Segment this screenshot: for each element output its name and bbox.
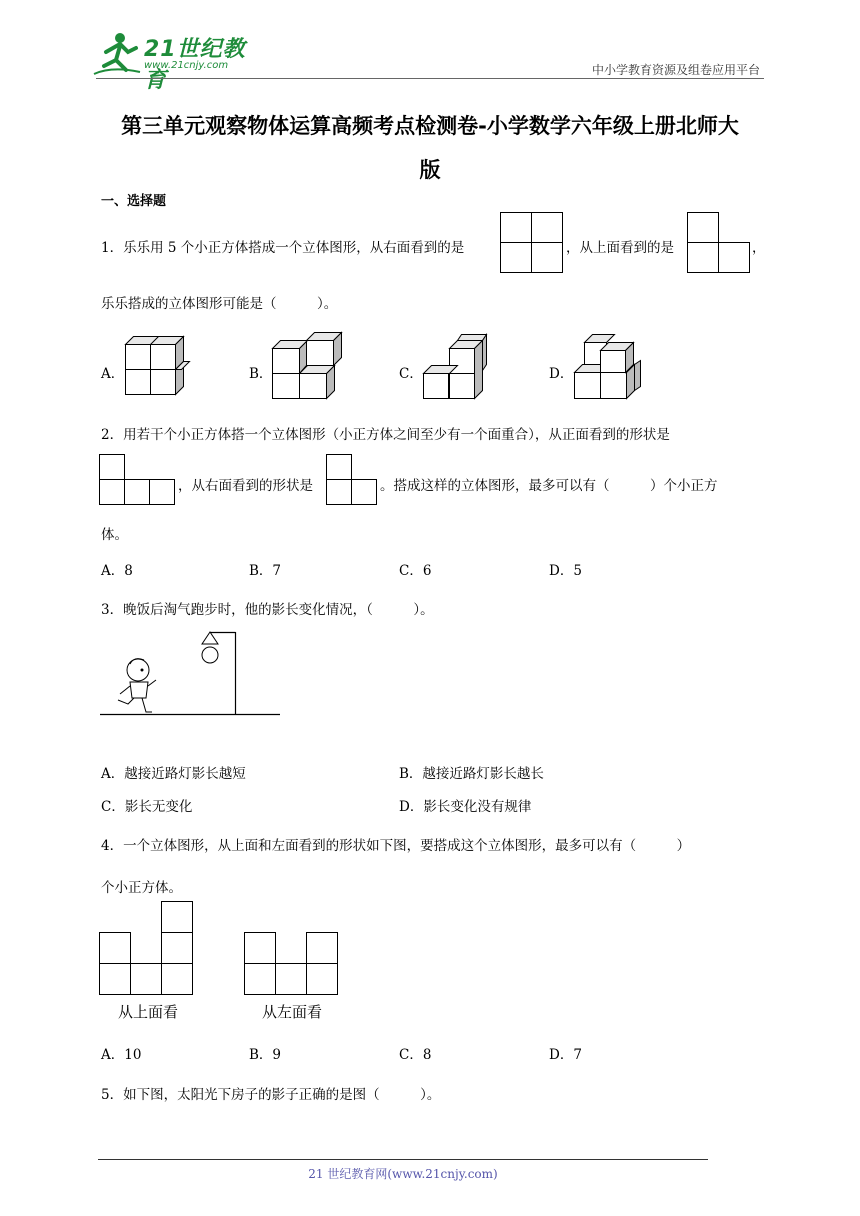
q4-left-view-figure [244, 932, 340, 997]
q1-option-c-figure [423, 334, 493, 400]
logo-url: www.21cnjy.com [144, 60, 229, 71]
title-line-2: 版 [419, 158, 441, 182]
q4-option-a: A．10 [101, 1047, 142, 1063]
q1-option-b-figure [272, 332, 342, 400]
footer-text: 21 世纪教育网(www.21cnjy.com) [308, 1167, 498, 1181]
q1-option-a-figure [125, 336, 195, 400]
q2-option-c: C．6 [399, 563, 432, 579]
q2-text-line3: 体。 [101, 527, 128, 543]
q4-label-left-view: 从左面看 [262, 1003, 323, 1021]
q4-text-line2: 个小正方体。 [101, 880, 182, 896]
q4-text-line1: 4．一个立体图形，从上面和左面看到的形状如下图，要搭成这个立体图形，最多可以有（ ） [101, 838, 691, 854]
q1-option-a: A． [101, 366, 125, 382]
q3-option-b: B．越接近路灯影长越长 [399, 766, 544, 782]
q4-option-c: C．8 [399, 1047, 432, 1063]
q1-right-view-figure [500, 212, 564, 274]
q3-option-d: D．影长变化没有规律 [399, 799, 532, 815]
q2-front-view-figure [99, 454, 177, 506]
q2-text-line1: 2．用若干个小正方体搭一个立体图形（小正方体之间至少有一个面重合），从正面看到的形状是 [101, 427, 670, 443]
q1-text-2: ，从上面看到的是 [566, 240, 674, 256]
q4-label-top-view: 从上面看 [118, 1003, 179, 1021]
q2-option-d: D．5 [549, 563, 582, 579]
page-title [100, 104, 760, 192]
q1-top-view-figure [687, 212, 751, 274]
runner-logo-icon [92, 30, 142, 78]
header-divider [96, 78, 764, 79]
q4-option-b: B．9 [249, 1047, 282, 1063]
q1-option-d: D． [549, 366, 574, 382]
q4-option-d: D．7 [549, 1047, 582, 1063]
q2-right-view-figure [326, 454, 380, 506]
footer-divider [98, 1159, 708, 1160]
q2-text-3: 。搭成这样的立体图形，最多可以有（ ）个小正方 [380, 478, 718, 494]
running-boy-icon [118, 659, 156, 712]
platform-name: 中小学教育资源及组卷应用平台 [591, 63, 760, 77]
q2-option-b: B．7 [249, 563, 282, 579]
q5-text: 5．如下图，太阳光下房子的影子正确的是图（ ）。 [101, 1087, 441, 1103]
q2-option-a: A．8 [101, 563, 133, 579]
q2-text-2: ，从右面看到的形状是 [178, 478, 313, 494]
q1-option-d-figure [574, 330, 644, 400]
q1-text-line2: 乐乐搭成的立体图形可能是（ ）。 [101, 296, 338, 312]
q1-text-3: ， [752, 240, 766, 256]
q3-street-lamp-figure [100, 628, 282, 718]
q4-top-view-figure [99, 901, 195, 997]
q1-option-b: B． [249, 366, 273, 382]
q3-text: 3．晚饭后淘气跑步时，他的影长变化情况，（ ）。 [101, 602, 434, 618]
q3-option-c: C．影长无变化 [101, 799, 193, 815]
q3-option-a: A．越接近路灯影长越短 [101, 766, 246, 782]
logo-text: 21世纪教育 [144, 37, 246, 93]
title-line-1: 第三单元观察物体运算高频考点检测卷-小学数学六年级上册北师大 [121, 114, 739, 138]
q1-text-1: 1．乐乐用 5 个小正方体搭成一个立体图形，从右面看到的是 [101, 240, 465, 256]
logo [92, 30, 262, 93]
section-heading: 一、选择题 [101, 194, 167, 209]
q1-option-c: C． [399, 366, 423, 382]
